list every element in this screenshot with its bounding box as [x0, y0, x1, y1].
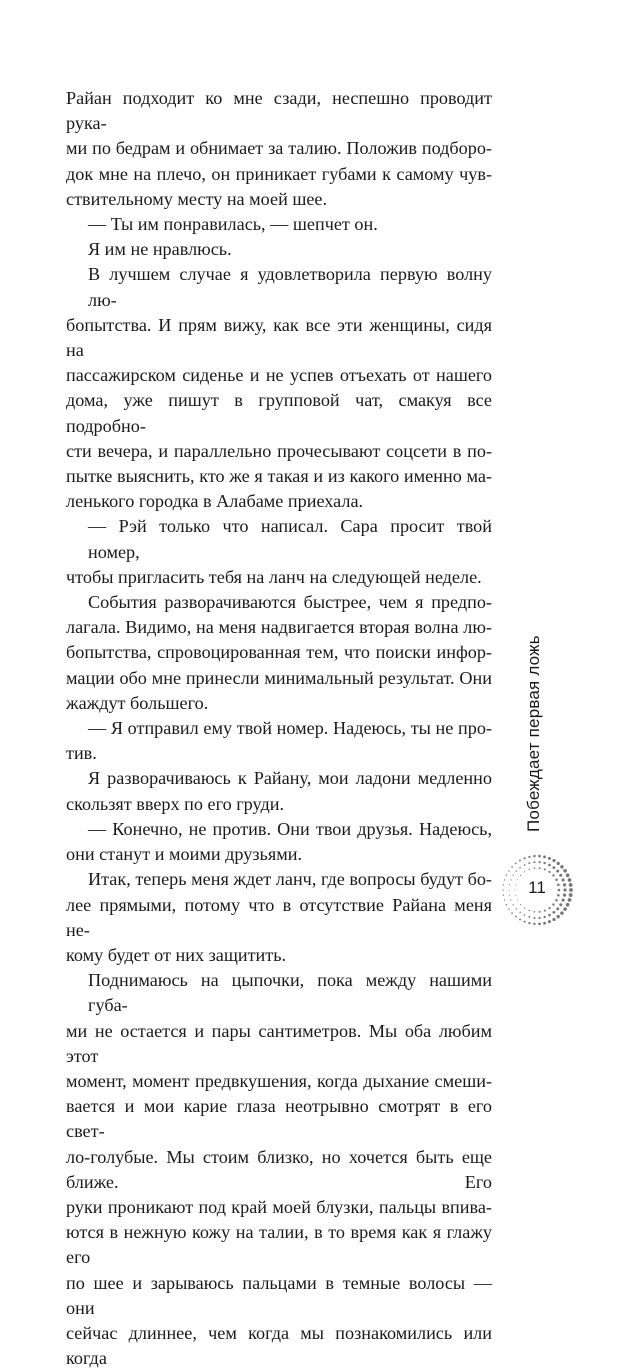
text-line: док мне на плечо, он приникает губами к самому чув-: [66, 163, 492, 184]
ornament-dot: [520, 904, 521, 905]
ornament-dot: [557, 862, 560, 865]
text-line: События разворачиваются быстрее, чем я предпо-: [88, 592, 492, 613]
ornament-dot: [552, 866, 555, 869]
ornament-dot: [533, 861, 535, 863]
ornament-dot: [538, 861, 540, 863]
paragraph: [66, 86, 492, 212]
page-folio: [497, 850, 577, 930]
ornament-dot: [528, 856, 530, 858]
ornament-dot: [552, 911, 555, 914]
ornament-dot: [528, 922, 530, 924]
ornament-dot: [520, 875, 521, 876]
ornament-dot: [560, 911, 563, 914]
ornament-dot: [524, 907, 525, 908]
ornament-dot: [543, 922, 546, 925]
text-line: бопытства, спровоцированная тем, что поиски инфор-: [66, 642, 492, 663]
ornament-dot: [559, 874, 562, 877]
ornament-dot: [506, 875, 507, 876]
page-number: 11: [528, 878, 546, 897]
ornament-dot: [519, 912, 521, 914]
text-line: кому будет от них защитить.: [66, 944, 287, 965]
text-line: Райан подходит ко мне сзади, неспешно проводит рука-: [66, 88, 492, 134]
text-line: — Рэй только что написал. Сара просит твой номер,: [88, 516, 492, 562]
ornament-dot: [534, 867, 536, 869]
body-text: [66, 86, 492, 1371]
text-line: чтобы пригласить тебя на ланч на следующей неделе.: [66, 566, 482, 587]
ornament-dot: [552, 918, 555, 921]
paragraph: [66, 262, 492, 514]
text-line: бопытства. И прям вижу, как все эти женщины, сидя на: [66, 314, 492, 361]
ornament-dot: [566, 903, 570, 907]
ornament-dot: [543, 862, 545, 864]
ornament-dot: [548, 864, 551, 867]
paragraph: [66, 237, 492, 262]
ornament-dot: [515, 916, 517, 918]
ornament-dot: [533, 917, 535, 919]
ornament-dot: [528, 862, 530, 864]
ornament-dot: [559, 903, 562, 906]
ornament-dot: [504, 899, 505, 900]
ornament-dot: [539, 867, 541, 869]
ornament-dot: [544, 910, 546, 912]
ornament-dot: [544, 868, 546, 870]
ornament-dot: [524, 921, 526, 923]
text-line: дома, уже пишут в групповой чат, смакуя все подробно-: [66, 390, 492, 436]
text-line: по шее и зарываюсь пальцами в темные волосы — они: [66, 1272, 492, 1318]
ornament-dot: [513, 904, 514, 905]
ornament-dot: [510, 900, 511, 901]
ornament-dot: [519, 867, 521, 869]
text-line: сейчас длиннее, чем когда мы познакомились или когда: [66, 1322, 492, 1369]
paragraph: [66, 817, 492, 867]
ornament-dot: [528, 869, 529, 870]
text-line: Я им не нравлюсь.: [88, 239, 232, 260]
paragraph: [66, 212, 492, 237]
text-line: пассажирском сиденье и не успев отъехать от нашего: [66, 365, 492, 386]
text-line: жаждут большего.: [66, 692, 209, 713]
ornament-dot: [533, 855, 535, 857]
paragraph: [66, 867, 492, 968]
ornament-dot: [548, 857, 551, 860]
text-line: — Ты им понравилась, — шепчет он.: [88, 214, 378, 235]
ornament-dot: [508, 908, 510, 910]
ornament-dot: [524, 914, 526, 916]
running-title: Побеждает первая ложь: [524, 635, 543, 832]
ornament-dot: [519, 918, 521, 920]
ornament-dot: [556, 870, 559, 873]
ornament-dot: [568, 898, 572, 902]
ornament-dot: [555, 899, 558, 902]
ornament-dot: [538, 917, 540, 919]
ornament-dot: [552, 874, 554, 876]
ornament-dot: [552, 903, 554, 905]
ornament-dot: [513, 875, 514, 876]
ornament-dot: [528, 916, 530, 918]
ornament-dot: [534, 911, 536, 913]
text-line: В лучшем случае я удовлетворила первую волну лю-: [88, 264, 492, 310]
text-line: Поднимаюсь на цыпочки, пока между нашими губа-: [88, 970, 492, 1016]
ornament-dot: [506, 904, 507, 905]
ornament-dot: [543, 855, 546, 858]
ornament-dot: [517, 900, 518, 901]
ornament-dot: [563, 907, 567, 911]
paragraph: [66, 968, 492, 1371]
text-line: сти вечера, и параллельно прочесывают соцсети в по-: [66, 440, 492, 461]
text-line: Я разворачиваюсь к Райану, мои ладони медленно: [88, 768, 492, 789]
ornament-dot: [557, 915, 560, 918]
ornament-dot: [556, 907, 559, 910]
text-line: вается и мои карие глаза неотрывно смотрят в его свет-: [66, 1096, 492, 1142]
ornament-dot: [538, 923, 541, 926]
text-line: ются в нежную кожу на талии, в то время как я глажу его: [66, 1222, 492, 1268]
text-line: — Конечно, не против. Они твои друзья. Надеюсь,: [88, 818, 492, 839]
text-line: момент, момент предвкушения, когда дыхание смеши-: [66, 1070, 492, 1091]
text-line: ло-голубые. Мы стоим близко, но хочется быть еще ближе. Его: [66, 1146, 492, 1192]
ornament-dot: [533, 923, 535, 925]
ornament-dot: [508, 870, 510, 872]
text-line: пытке выяснить, кто же я такая и из какого именно ма-: [66, 466, 492, 487]
text-line: ми не остается и пары сантиметров. Мы оба любим этот: [66, 1020, 492, 1066]
ornament-dot: [539, 911, 541, 913]
ornament-dot: [548, 871, 550, 873]
text-line: ствительному месту на моей шее.: [66, 188, 328, 209]
text-line: ленького городка в Алабаме приехала.: [66, 491, 364, 512]
ornament-dot: [562, 899, 565, 902]
ornament-dot: [538, 855, 541, 858]
ornament-dot: [548, 920, 551, 923]
ornament-dot: [543, 916, 545, 918]
ornament-dot: [516, 908, 517, 909]
text-line: ми по бедрам и обнимает за талию. Положив подборо-: [66, 138, 492, 159]
paragraph: [66, 716, 492, 766]
text-line: руки проникают под край моей блузки, пальцы впива-: [66, 1196, 492, 1217]
ornament-dot: [563, 869, 567, 873]
ornament-dot: [528, 910, 529, 911]
text-line: лее прямыми, потому что в отсутствие Райана меня не-: [66, 894, 492, 940]
ornament-dot: [511, 912, 513, 914]
ornament-dot: [524, 864, 526, 866]
ornament-dot: [548, 907, 550, 909]
text-line: скользят вверх по его груди.: [66, 793, 285, 814]
ornament-dot: [524, 857, 526, 859]
ornament-dot: [519, 860, 521, 862]
ornament-dot: [524, 871, 525, 872]
text-line: Итак, теперь меня ждет ланч, где вопросы будут бо-: [88, 869, 492, 890]
ornament-dot: [566, 873, 570, 877]
ornament-dot: [516, 870, 517, 871]
paragraph: [66, 766, 492, 816]
text-line: лагала. Видимо, на меня надвигается вторая волна лю-: [66, 617, 492, 638]
paragraph: [66, 590, 492, 716]
ornament-dot: [511, 866, 513, 868]
ornament-dot: [548, 914, 551, 917]
ornament-dot: [552, 859, 555, 862]
text-line: тив.: [66, 743, 97, 764]
ornament-dot: [560, 865, 563, 868]
paragraph: [66, 514, 492, 590]
text-line: они станут и моими друзьями.: [66, 844, 302, 865]
text-line: — Я отправил ему твой номер. Надеюсь, ты не про-: [88, 718, 492, 739]
text-line: мации обо мне принесли минимальный результат. Они: [66, 667, 492, 688]
ornament-dot: [515, 863, 517, 865]
